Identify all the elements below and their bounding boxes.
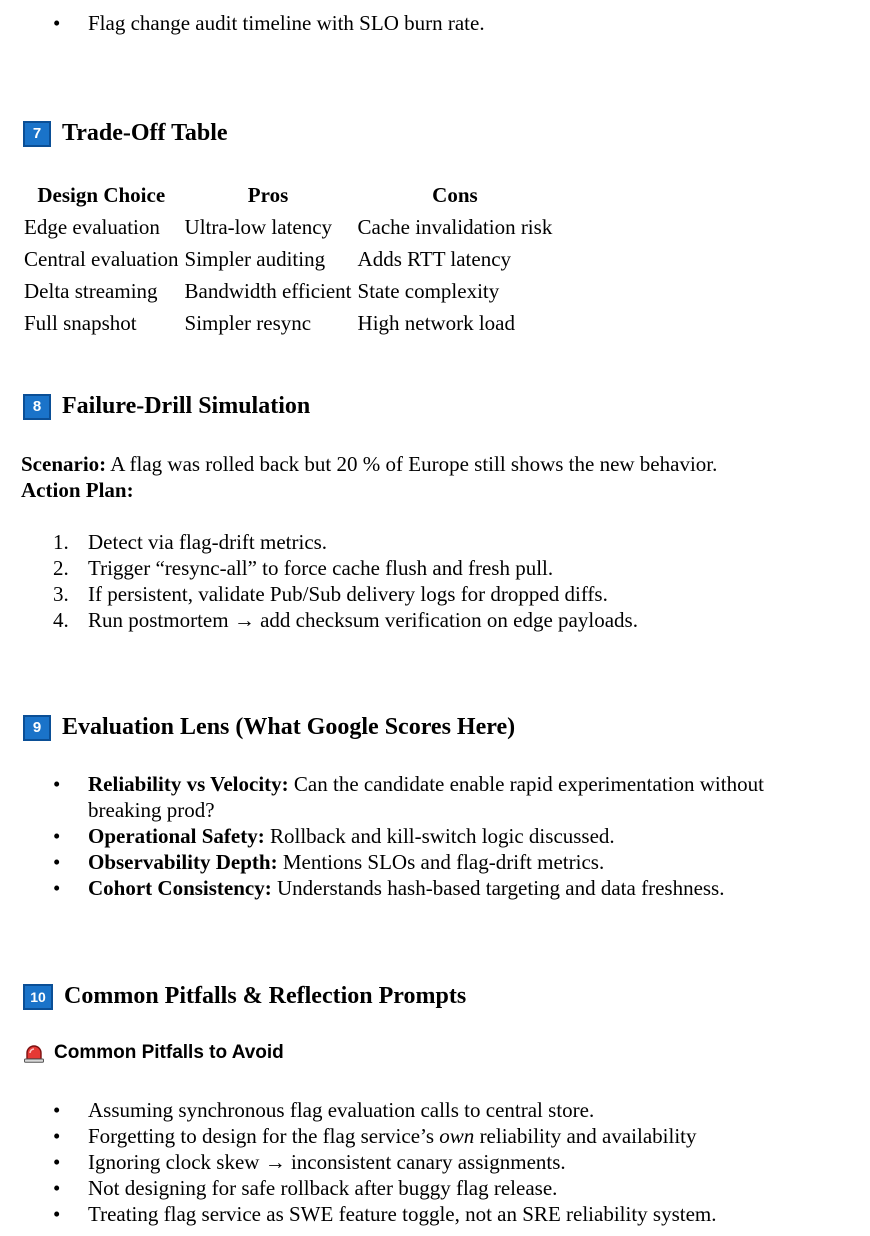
scenario-paragraph [21,451,717,477]
list-item: 1. Detect via flag-drift metrics. [53,530,328,554]
column-header: Design Choice [37,183,166,207]
table-row [21,211,555,243]
list-item: 3. If persistent, validate Pub/Sub delivery logs for dropped diffs. [53,582,608,606]
list-item: • Assuming synchronous flag evaluation calls to central store. [0,1097,717,1123]
section-number-badge: 9 [23,715,51,741]
table-cell: Central evaluation [24,247,179,271]
action-plan-steps [0,529,638,633]
list-item: • Not designing for safe rollback after buggy flag release. [0,1175,717,1201]
section-10-heading [23,983,466,1010]
section-title: Evaluation Lens (What Google Scores Here) [62,714,516,740]
section-title: Failure-Drill Simulation [62,393,311,419]
table-cell: High network load [357,311,516,335]
evaluation-lens-list [0,771,840,901]
list-item: • Flag change audit timeline with SLO burn rate. [0,10,485,36]
table-cell: Edge evaluation [24,215,160,239]
scenario-text: A flag was rolled back but 20 % of Europe still shows the new behavior. [106,452,718,476]
section-title: Trade-Off Table [62,120,228,146]
section-7-heading [23,120,228,147]
list-item: • Treating flag service as SWE feature toggle, not an SRE reliability system. [0,1201,717,1227]
table-cell: Full snapshot [24,311,137,335]
list-item: • Observability Depth: Mentions SLOs and flag-drift metrics. [0,849,840,875]
section-title: Common Pitfalls & Reflection Prompts [64,983,467,1009]
column-header: Pros [247,183,289,207]
list-item: • Reliability vs Velocity: Can the candidate enable rapid experimentation without breaking prod? [0,771,840,823]
table-row [21,243,555,275]
section-8-heading [23,393,310,420]
table-cell: Bandwidth efficient [184,279,352,303]
table-cell: Simpler resync [184,311,312,335]
section-9-heading [23,714,515,741]
section-number-badge: 8 [23,394,51,420]
siren-icon [23,1043,45,1063]
list-item: 4. Run postmortem → add checksum verification on edge payloads. [53,608,638,632]
table-cell: Delta streaming [24,279,158,303]
table-cell: Adds RTT latency [357,247,512,271]
table-cell: Simpler auditing [184,247,326,271]
table-header-row [21,179,555,211]
pitfalls-subheading [23,1042,284,1064]
list-item: • Ignoring clock skew → inconsistent canary assignments. [0,1149,717,1175]
trade-off-table [21,179,555,339]
subheading-title: Common Pitfalls to Avoid [54,1042,284,1063]
table-cell: State complexity [357,279,500,303]
list-item: • Operational Safety: Rollback and kill-switch logic discussed. [0,823,840,849]
pitfalls-list [0,1097,717,1227]
action-plan-label: Action Plan: [21,478,134,502]
table-row [21,275,555,307]
section-number-badge: 7 [23,121,51,147]
top-bullet-list [0,10,485,36]
table-cell: Ultra-low latency [184,215,333,239]
column-header: Cons [432,183,478,207]
table-row [21,307,555,339]
table-cell: Cache invalidation risk [357,215,553,239]
list-item: • Forgetting to design for the flag service’s own reliability and availability [0,1123,717,1149]
list-item: 2. Trigger “resync-all” to force cache flush and fresh pull. [53,556,554,580]
list-item: • Cohort Consistency: Understands hash-based targeting and data freshness. [0,875,840,901]
scenario-label: Scenario: [21,452,107,476]
section-number-badge: 10 [23,984,53,1010]
